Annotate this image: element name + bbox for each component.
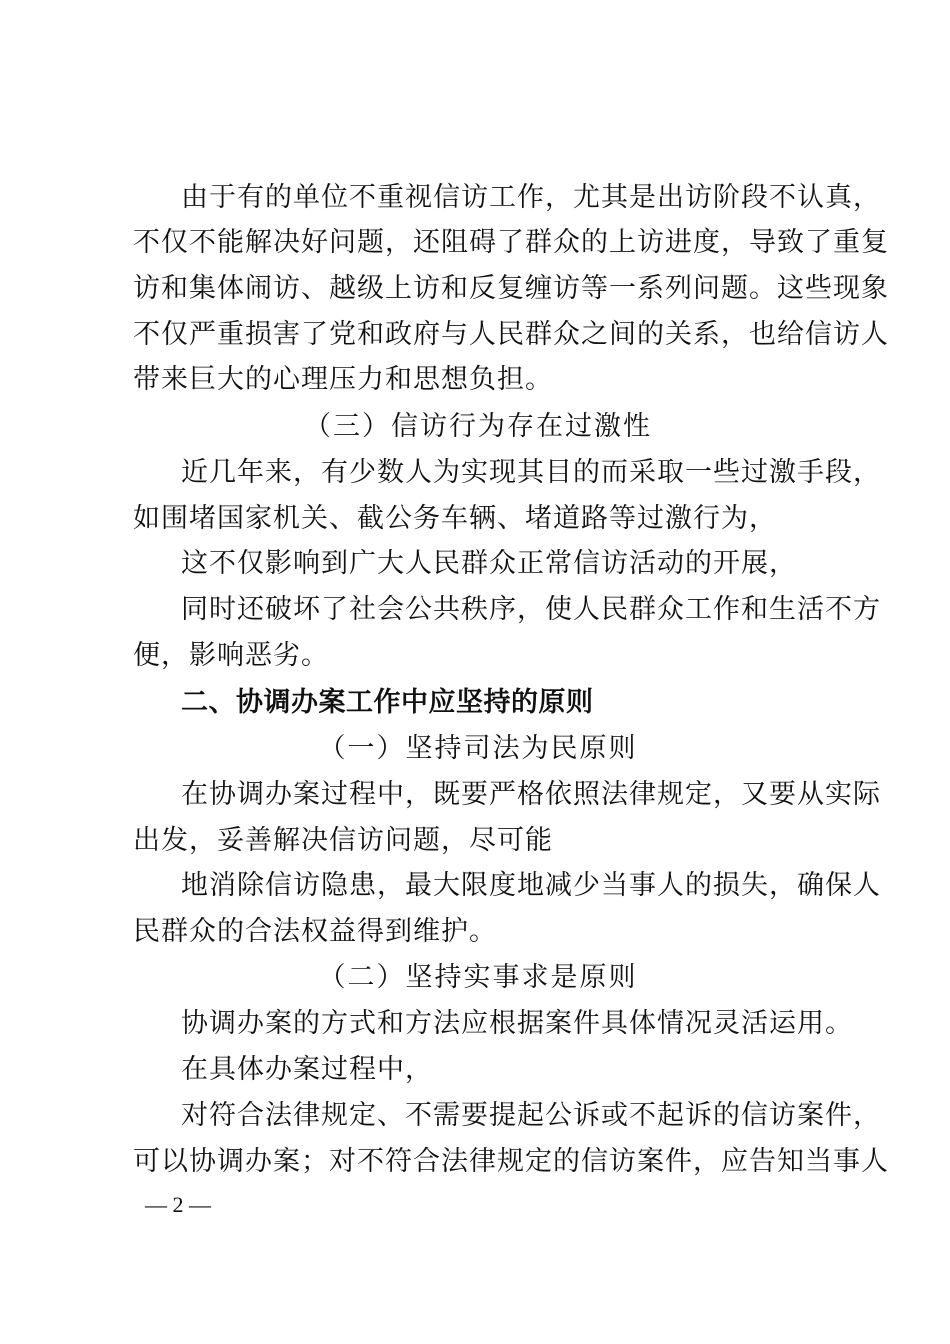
paragraph-line: 带来巨大的心理压力和思想负担。 (133, 364, 553, 395)
paragraph-line: 对符合法律规定、不需要提起公诉或不起诉的信访案件， (181, 1100, 881, 1131)
section-subheading: （三）信访行为存在过激性 (304, 411, 652, 442)
section-subheading: （一）坚持司法为民原则 (318, 733, 638, 764)
paragraph-line: 如围堵国家机关、截公务车辆、堵道路等过激行为， (133, 503, 777, 534)
paragraph-line: 不仅不能解决好问题，还阻碍了群众的上访进度，导致了重复 (133, 227, 889, 258)
paragraph-line: 出发，妥善解决信访问题，尽可能 (133, 825, 553, 856)
section-subheading: （二）坚持实事求是原则 (318, 962, 638, 993)
paragraph-line: 这不仅影响到广大人民群众正常信访活动的开展， (181, 548, 797, 579)
paragraph-line: 民群众的合法权益得到维护。 (133, 916, 497, 947)
paragraph-line: 同时还破坏了社会公共秩序，使人民群众工作和生活不方 (181, 594, 881, 625)
paragraph-line: 可以协调办案；对不符合法律规定的信访案件，应告知当事人 (133, 1146, 889, 1177)
paragraph-line: 地消除信访隐患，最大限度地减少当事人的损失，确保人 (181, 870, 881, 901)
paragraph-line: 不仅严重损害了党和政府与人民群众之间的关系，也给信访人 (133, 319, 889, 350)
paragraph-line: 访和集体闹访、越级上访和反复缠访等一系列问题。这些现象 (133, 273, 889, 304)
paragraph-line: 在具体办案过程中， (181, 1054, 433, 1085)
page-number: — 2 — (145, 1192, 211, 1217)
section-heading: 二、协调办案工作中应坚持的原则 (181, 687, 594, 718)
paragraph-line: 在协调办案过程中，既要严格依照法律规定，又要从实际 (181, 779, 881, 810)
paragraph-line: 近几年来，有少数人为实现其目的而采取一些过激手段， (181, 457, 881, 488)
paragraph-line: 便，影响恶劣。 (133, 640, 329, 671)
paragraph-line: 协调办案的方式和方法应根据案件具体情况灵活运用。 (181, 1008, 853, 1039)
paragraph-line: 由于有的单位不重视信访工作，尤其是出访阶段不认真， (181, 182, 881, 213)
